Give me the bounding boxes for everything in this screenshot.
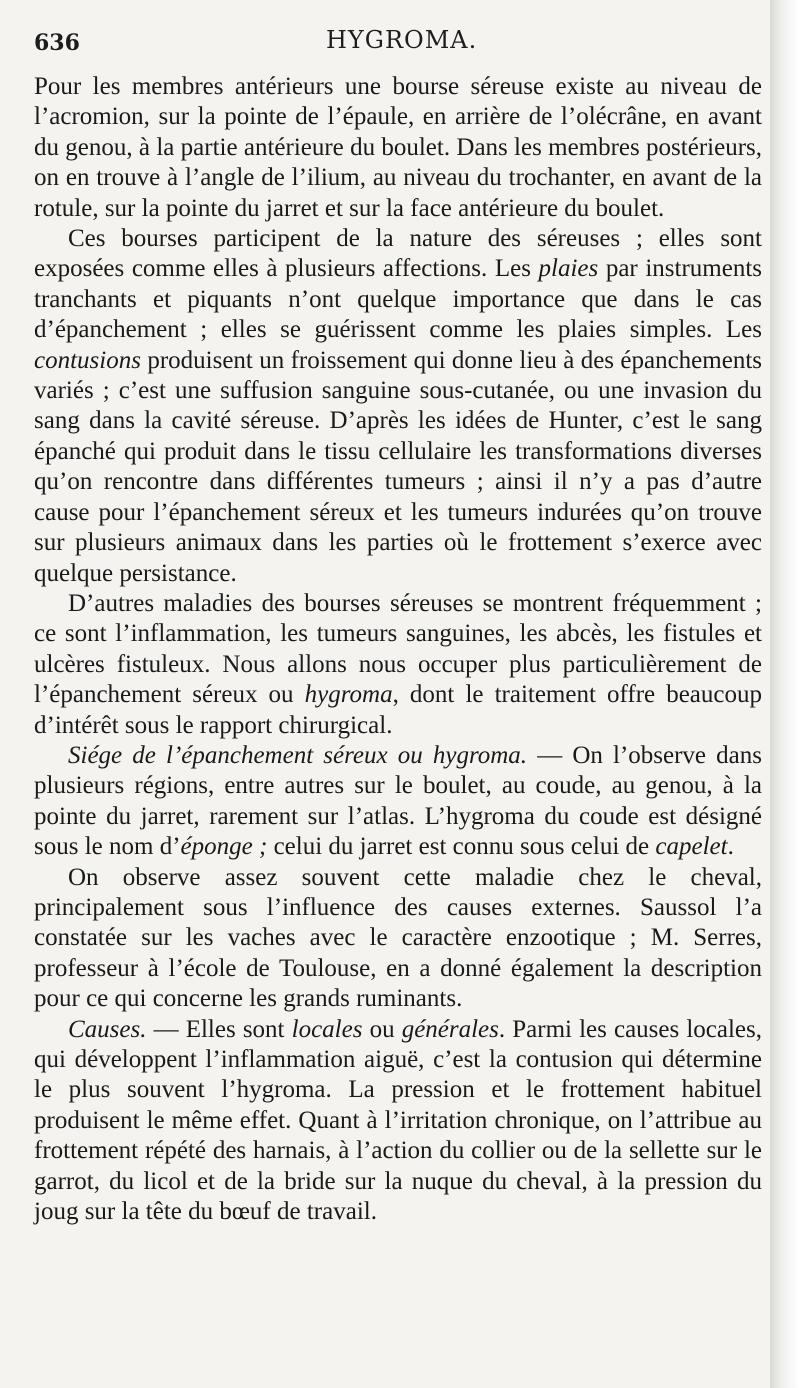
section-heading: Causes.	[68, 1015, 147, 1043]
paragraph-text: — Elles sont	[146, 1015, 292, 1043]
body-text	[34, 72, 762, 1227]
italic-term: hygroma	[304, 681, 393, 709]
paragraph-text: par instruments tranchants et piquants n’ont quelque importance que dans le cas d’épanchement ; elles se guérissent comme les plaies simples. Les	[34, 255, 762, 344]
paragraph-text: .	[727, 833, 734, 861]
paragraph	[34, 589, 762, 741]
paragraph	[34, 224, 762, 589]
paragraph-text: . Parmi les causes locales, qui développent l’inflammation aiguë, c’est la contusion qui détermine le plus souvent l’hygroma. La pression et le frottement habituel produisent le même effet. Quant à l’irritation chronique, on l’attribue au frottement répété des harnais, à l’action du collier ou de la sellette sur le garrot, du licol et de la bride sur la nuque du cheval, à la pression du joug sur la tête du bœuf de travail.	[34, 1015, 762, 1226]
paragraph-text: ou	[362, 1015, 402, 1043]
paragraph-text: On observe assez souvent cette maladie chez le cheval, principalement sous l’influence des causes externes. Saussol l’a constatée sur les vaches avec le caractère enzootique ; M. Serres, professeur à l’école de Toulouse, en a donné également la description pour ce qui concerne les grands ruminants.	[34, 863, 762, 1013]
italic-term: générales	[401, 1015, 499, 1043]
paragraph-text: D’autres maladies des bourses séreuses se montrent fréquemment ; ce sont l’inflammation, les tumeurs sanguines, les abcès, les fistules et ulcères fistuleux. Nous allons nous occuper plus particulièrement de l’épanchement séreux ou	[34, 589, 762, 709]
italic-term: contusions	[34, 346, 141, 374]
page-edge	[770, 0, 800, 1388]
paragraph-text: , dont le traitement offre beaucoup d’intérêt sous le rapport chirurgical.	[34, 681, 762, 739]
italic-term: plaies	[538, 255, 599, 283]
paragraph-text: Pour les membres antérieurs une bourse séreuse existe au niveau de l’acromion, sur la pointe de l’épaule, en arrière de l’olécrâne, en avant du genou, à la partie antérieure du boulet. Dans les membres postérieurs, on en trouve à l’angle de l’ilium, au niveau du trochanter, en avant de la rotule, sur la pointe du jarret et sur la face antérieure du boulet.	[34, 73, 762, 222]
paragraph-text: — On l’observe dans plusieurs régions, entre autres sur le boulet, au coude, au genou, à la pointe du jarret, rarement sur l’atlas. L’hygroma du coude est désigné sous le nom d’	[34, 741, 762, 861]
paragraph	[34, 741, 762, 863]
paragraph	[34, 863, 762, 1015]
paragraph	[34, 72, 762, 224]
paragraph	[34, 1015, 762, 1228]
paragraph-text: celui du jarret est connu sous celui de	[267, 833, 656, 861]
paragraph-text: produisent un froissement qui donne lieu à des épanchements variés ; c’est une suffusion sanguine sous-cutanée, ou une invasion du sang dans la cavité séreuse. D’après les idées de Hunter, c’est le sang épanché qui produit dans le tissu cellulaire les transformations diverses qu’on rencontre dans différentes tumeurs ; ainsi il n’y a pas d’autre cause pour l’épanchement séreux et les tumeurs indurées qu’on trouve sur plusieurs animaux dans les parties où le frottement s’exerce avec quelque persistance.	[34, 346, 762, 587]
italic-term: locales	[291, 1015, 363, 1043]
running-title: HYGROMA.	[326, 26, 478, 54]
italic-term: capelet	[655, 833, 728, 861]
italic-term: éponge ;	[180, 833, 268, 861]
paragraph-text: Ces bourses participent de la nature des séreuses ; elles sont exposées comme elles à plusieurs affections. Les	[34, 225, 762, 283]
page-header	[34, 18, 750, 58]
page-number: 636	[34, 30, 80, 56]
section-heading: Siége de l’épanchement séreux ou hygroma.	[68, 741, 528, 769]
